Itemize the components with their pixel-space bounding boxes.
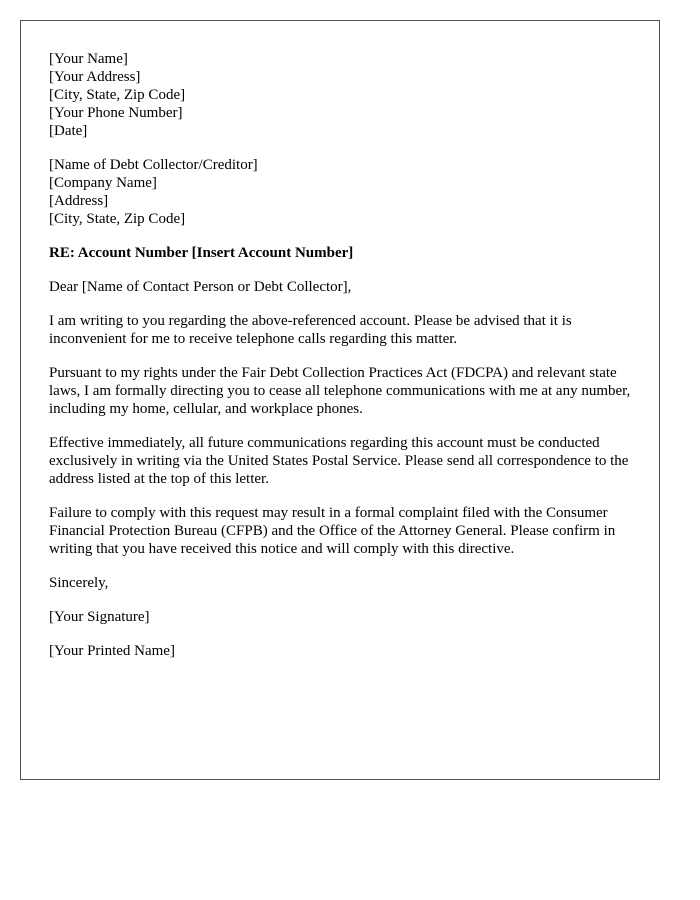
sender-name: [Your Name] [49,51,128,67]
body-paragraph-1: I am writing to you regarding the above-referenced account. Please be advised that it is inconvenient for me to receive telephone calls regarding this matter. [49,313,572,347]
letter-date: [Date] [49,123,88,139]
letter-content [49,50,633,676]
sender-address: [Your Address] [49,69,141,85]
sender-city-state-zip: [City, State, Zip Code] [49,87,186,103]
body-paragraph-3: Effective immediately, all future communications regarding this account must be conducted exclusively in writing via the United States Postal Service. Please send all correspondence to the address listed at the top of this letter. [49,435,629,487]
closing: Sincerely, [49,575,109,591]
body-paragraph-4: Failure to comply with this request may result in a formal complaint filed with the Consumer Financial Protection Bureau (CFPB) and the Office of the Attorney General. Please confirm in writing that you have received this notice and will comply with this directive. [49,505,616,557]
salutation: Dear [Name of Contact Person or Debt Collector], [49,279,352,295]
recipient-address: [Address] [49,193,109,209]
recipient-name: [Name of Debt Collector/Creditor] [49,157,258,173]
subject-line: RE: Account Number [Insert Account Number] [49,245,354,261]
recipient-city-state-zip: [City, State, Zip Code] [49,211,186,227]
signature-placeholder: [Your Signature] [49,609,150,625]
sender-address-block [49,50,633,140]
printed-name: [Your Printed Name] [49,643,175,659]
letter-page [20,20,660,780]
body-paragraph-2: Pursuant to my rights under the Fair Debt Collection Practices Act (FDCPA) and relevant state laws, I am formally directing you to cease all telephone communications with me at any number, including my home, cellular, and workplace phones. [49,365,631,417]
recipient-company: [Company Name] [49,175,157,191]
recipient-address-block [49,156,633,228]
sender-phone: [Your Phone Number] [49,105,183,121]
